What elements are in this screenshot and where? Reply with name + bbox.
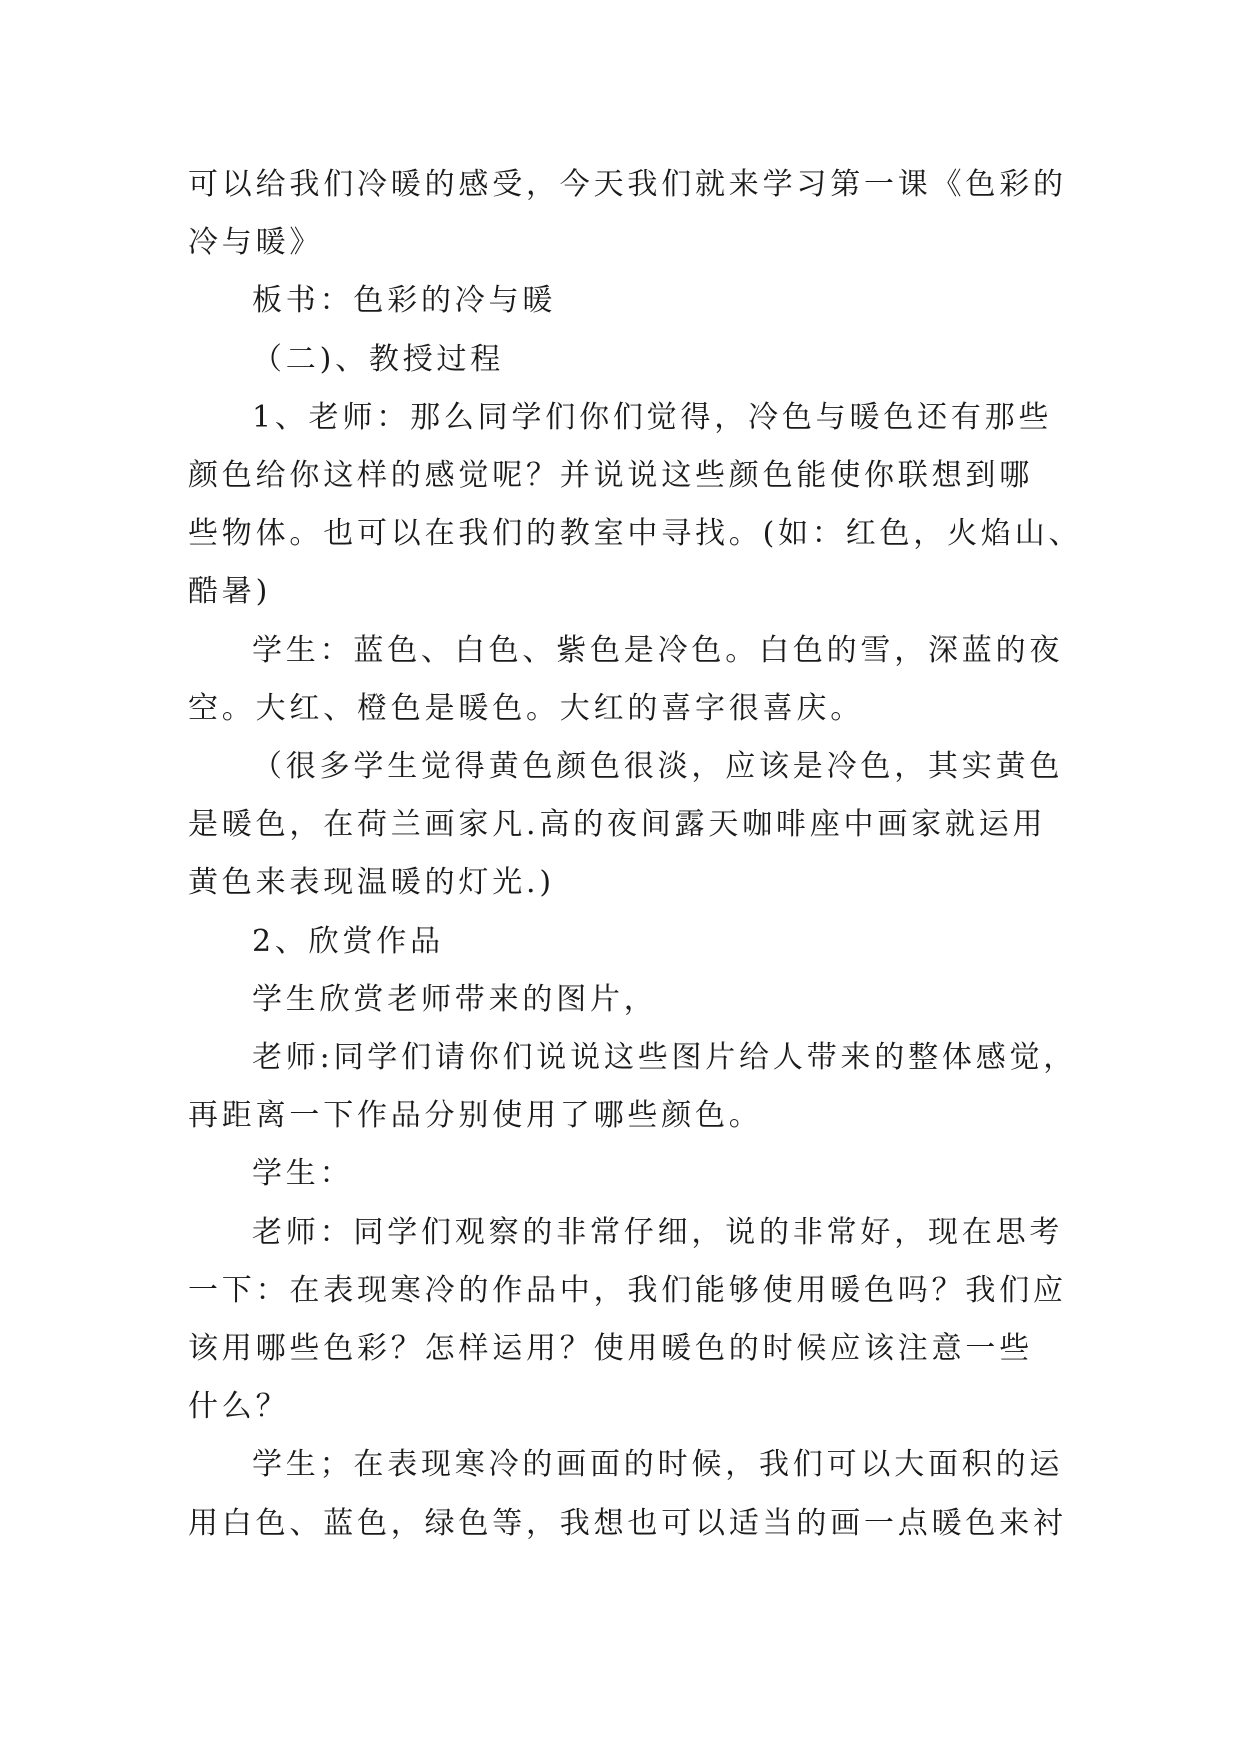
text-line: 该用哪些色彩？怎样运用？使用暖色的时候应该注意一些 — [188, 1331, 1033, 1367]
text-line: 老师：同学们观察的非常仔细，说的非常好，现在思考 — [252, 1214, 1064, 1250]
text-line: 什么？ — [188, 1389, 290, 1425]
text-line: 颜色给你这样的感觉呢？并说说这些颜色能使你联想到哪 — [188, 458, 1033, 494]
paragraph-student-answer-1 — [188, 622, 1064, 738]
text-line: 学生；在表现寒冷的画面的时候，我们可以大面积的运 — [252, 1447, 1064, 1483]
text-line: 黄色来表现温暖的灯光.) — [188, 865, 555, 901]
paragraph-blackboard — [188, 272, 1050, 330]
text-line: 学生：蓝色、白色、紫色是冷色。白色的雪，深蓝的夜 — [252, 632, 1064, 668]
paragraph-student-appreciate — [188, 971, 1050, 1029]
text-line: 2、欣赏作品 — [252, 923, 444, 959]
text-line: 老师:同学们请你们说说这些图片给人带来的整体感觉， — [252, 1040, 1078, 1076]
text-line: 再距离一下作品分别使用了哪些颜色。 — [188, 1098, 763, 1134]
text-line: （二)、教授过程 — [252, 341, 505, 377]
text-line: 板书：色彩的冷与暖 — [252, 283, 557, 319]
paragraph-student-blank — [188, 1145, 1050, 1203]
document-body — [188, 156, 1083, 1553]
paragraph-intro-continuation — [188, 156, 1067, 272]
text-line: 些物体。也可以在我们的教室中寻找。(如：红色，火焰山、 — [188, 516, 1083, 552]
paragraph-student-answer-3 — [188, 1436, 1067, 1552]
text-line: 学生： — [252, 1156, 354, 1192]
section-heading-appreciation — [188, 913, 1050, 971]
paragraph-teacher-question-2 — [188, 1029, 1078, 1145]
text-line: 一下：在表现寒冷的作品中，我们能够使用暖色吗？我们应 — [188, 1272, 1067, 1308]
text-line: 空。大红、橙色是暖色。大红的喜字很喜庆。 — [188, 690, 864, 726]
paragraph-teacher-question-3 — [188, 1204, 1067, 1437]
paragraph-yellow-note — [188, 738, 1064, 913]
text-line: 是暖色，在荷兰画家凡.高的夜间露天咖啡座中画家就运用 — [188, 807, 1047, 843]
paragraph-teacher-question-1 — [188, 389, 1083, 622]
text-line: 冷与暖》 — [188, 225, 324, 261]
text-line: 酷暑) — [188, 574, 272, 610]
text-line: 学生欣赏老师带来的图片， — [252, 981, 658, 1017]
text-line: 用白色、蓝色，绿色等，我想也可以适当的画一点暖色来衬 — [188, 1505, 1067, 1541]
text-line: （很多学生觉得黄色颜色很淡，应该是冷色，其实黄色 — [252, 749, 1064, 785]
text-line: 1、老师：那么同学们你们觉得，冷色与暖色还有那些 — [252, 399, 1053, 435]
section-heading-teaching-process — [188, 331, 1050, 389]
text-line: 可以给我们冷暖的感受，今天我们就来学习第一课《色彩的 — [188, 167, 1067, 202]
